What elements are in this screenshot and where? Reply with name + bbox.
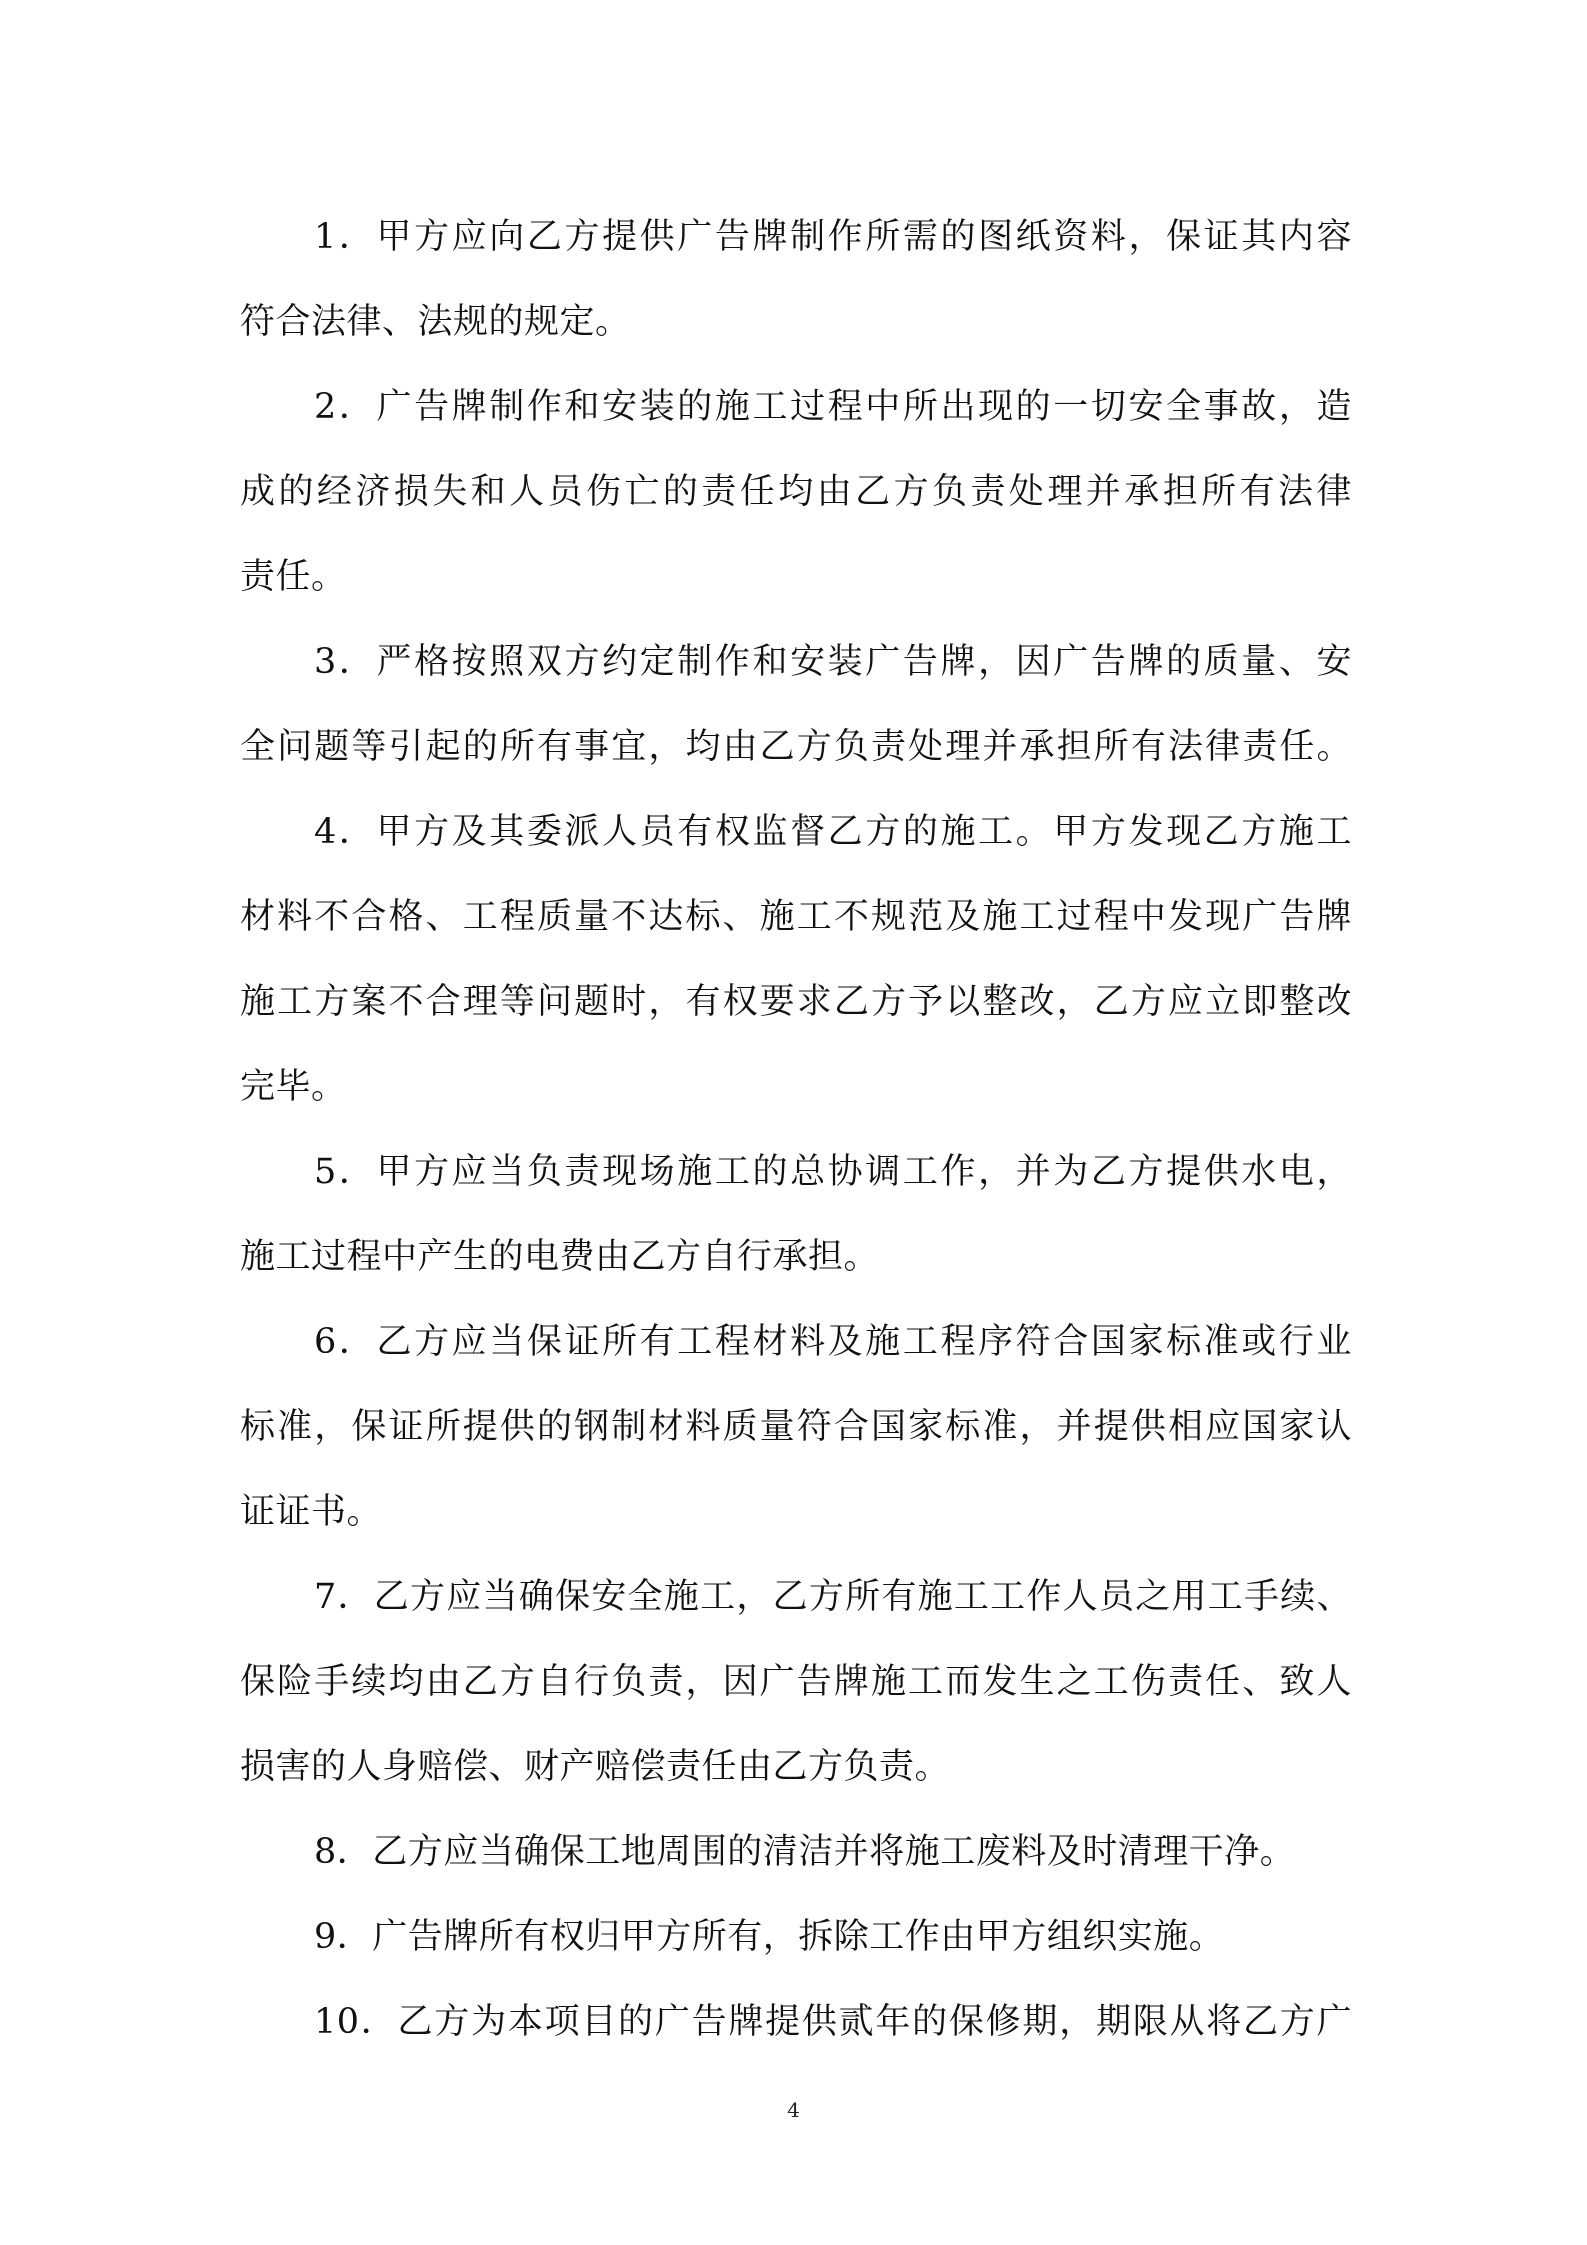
clause-6-line-1: 6．乙方应当保证所有工程材料及施工程序符合国家标准或行业 — [314, 1322, 1352, 1362]
clause-4-line-1: 4．甲方及其委派人员有权监督乙方的施工。甲方发现乙方施工 — [314, 812, 1352, 852]
clause-10-line-1: 10．乙方为本项目的广告牌提供贰年的保修期，期限从将乙方广 — [314, 2002, 1352, 2042]
clause-5-line-1: 5．甲方应当负责现场施工的总协调工作，并为乙方提供水电， — [314, 1152, 1352, 1192]
clause-9-line-1: 9．广告牌所有权归甲方所有，拆除工作由甲方组织实施。 — [314, 1917, 1225, 1957]
clause-4-line-4: 完毕。 — [240, 1067, 347, 1107]
clause-1-line-1: 1．甲方应向乙方提供广告牌制作所需的图纸资料，保证其内容 — [314, 217, 1352, 257]
clause-2-line-1: 2．广告牌制作和安装的施工过程中所出现的一切安全事故，造 — [314, 387, 1352, 427]
clause-8-line-1: 8．乙方应当确保工地周围的清洁并将施工废料及时清理干净。 — [314, 1832, 1296, 1872]
document-body — [240, 195, 1352, 2065]
clause-7-line-1: 7．乙方应当确保安全施工，乙方所有施工工作人员之用工手续、 — [314, 1577, 1352, 1617]
clause-2-line-3: 责任。 — [240, 557, 347, 597]
clause-6-line-2: 标准，保证所提供的钢制材料质量符合国家标准，并提供相应国家认 — [240, 1407, 1352, 1447]
clause-7-line-3: 损害的人身赔偿、财产赔偿责任由乙方负责。 — [240, 1747, 951, 1787]
clause-1-line-2: 符合法律、法规的规定。 — [240, 302, 631, 342]
clause-4-line-2: 材料不合格、工程质量不达标、施工不规范及施工过程中发现广告牌 — [240, 897, 1352, 937]
clause-3-line-1: 3．严格按照双方约定制作和安装广告牌，因广告牌的质量、安 — [314, 642, 1352, 682]
page-number: 4 — [787, 2098, 800, 2122]
clause-7-line-2: 保险手续均由乙方自行负责，因广告牌施工而发生之工伤责任、致人 — [240, 1662, 1352, 1702]
clause-5-line-2: 施工过程中产生的电费由乙方自行承担。 — [240, 1237, 880, 1277]
clause-2-line-2: 成的经济损失和人员伤亡的责任均由乙方负责处理并承担所有法律 — [240, 472, 1352, 512]
clause-3-line-2: 全问题等引起的所有事宜，均由乙方负责处理并承担所有法律责任。 — [240, 727, 1352, 767]
clause-6-line-3: 证证书。 — [240, 1492, 383, 1532]
clause-4-line-3: 施工方案不合理等问题时，有权要求乙方予以整改，乙方应立即整改 — [240, 982, 1352, 1022]
